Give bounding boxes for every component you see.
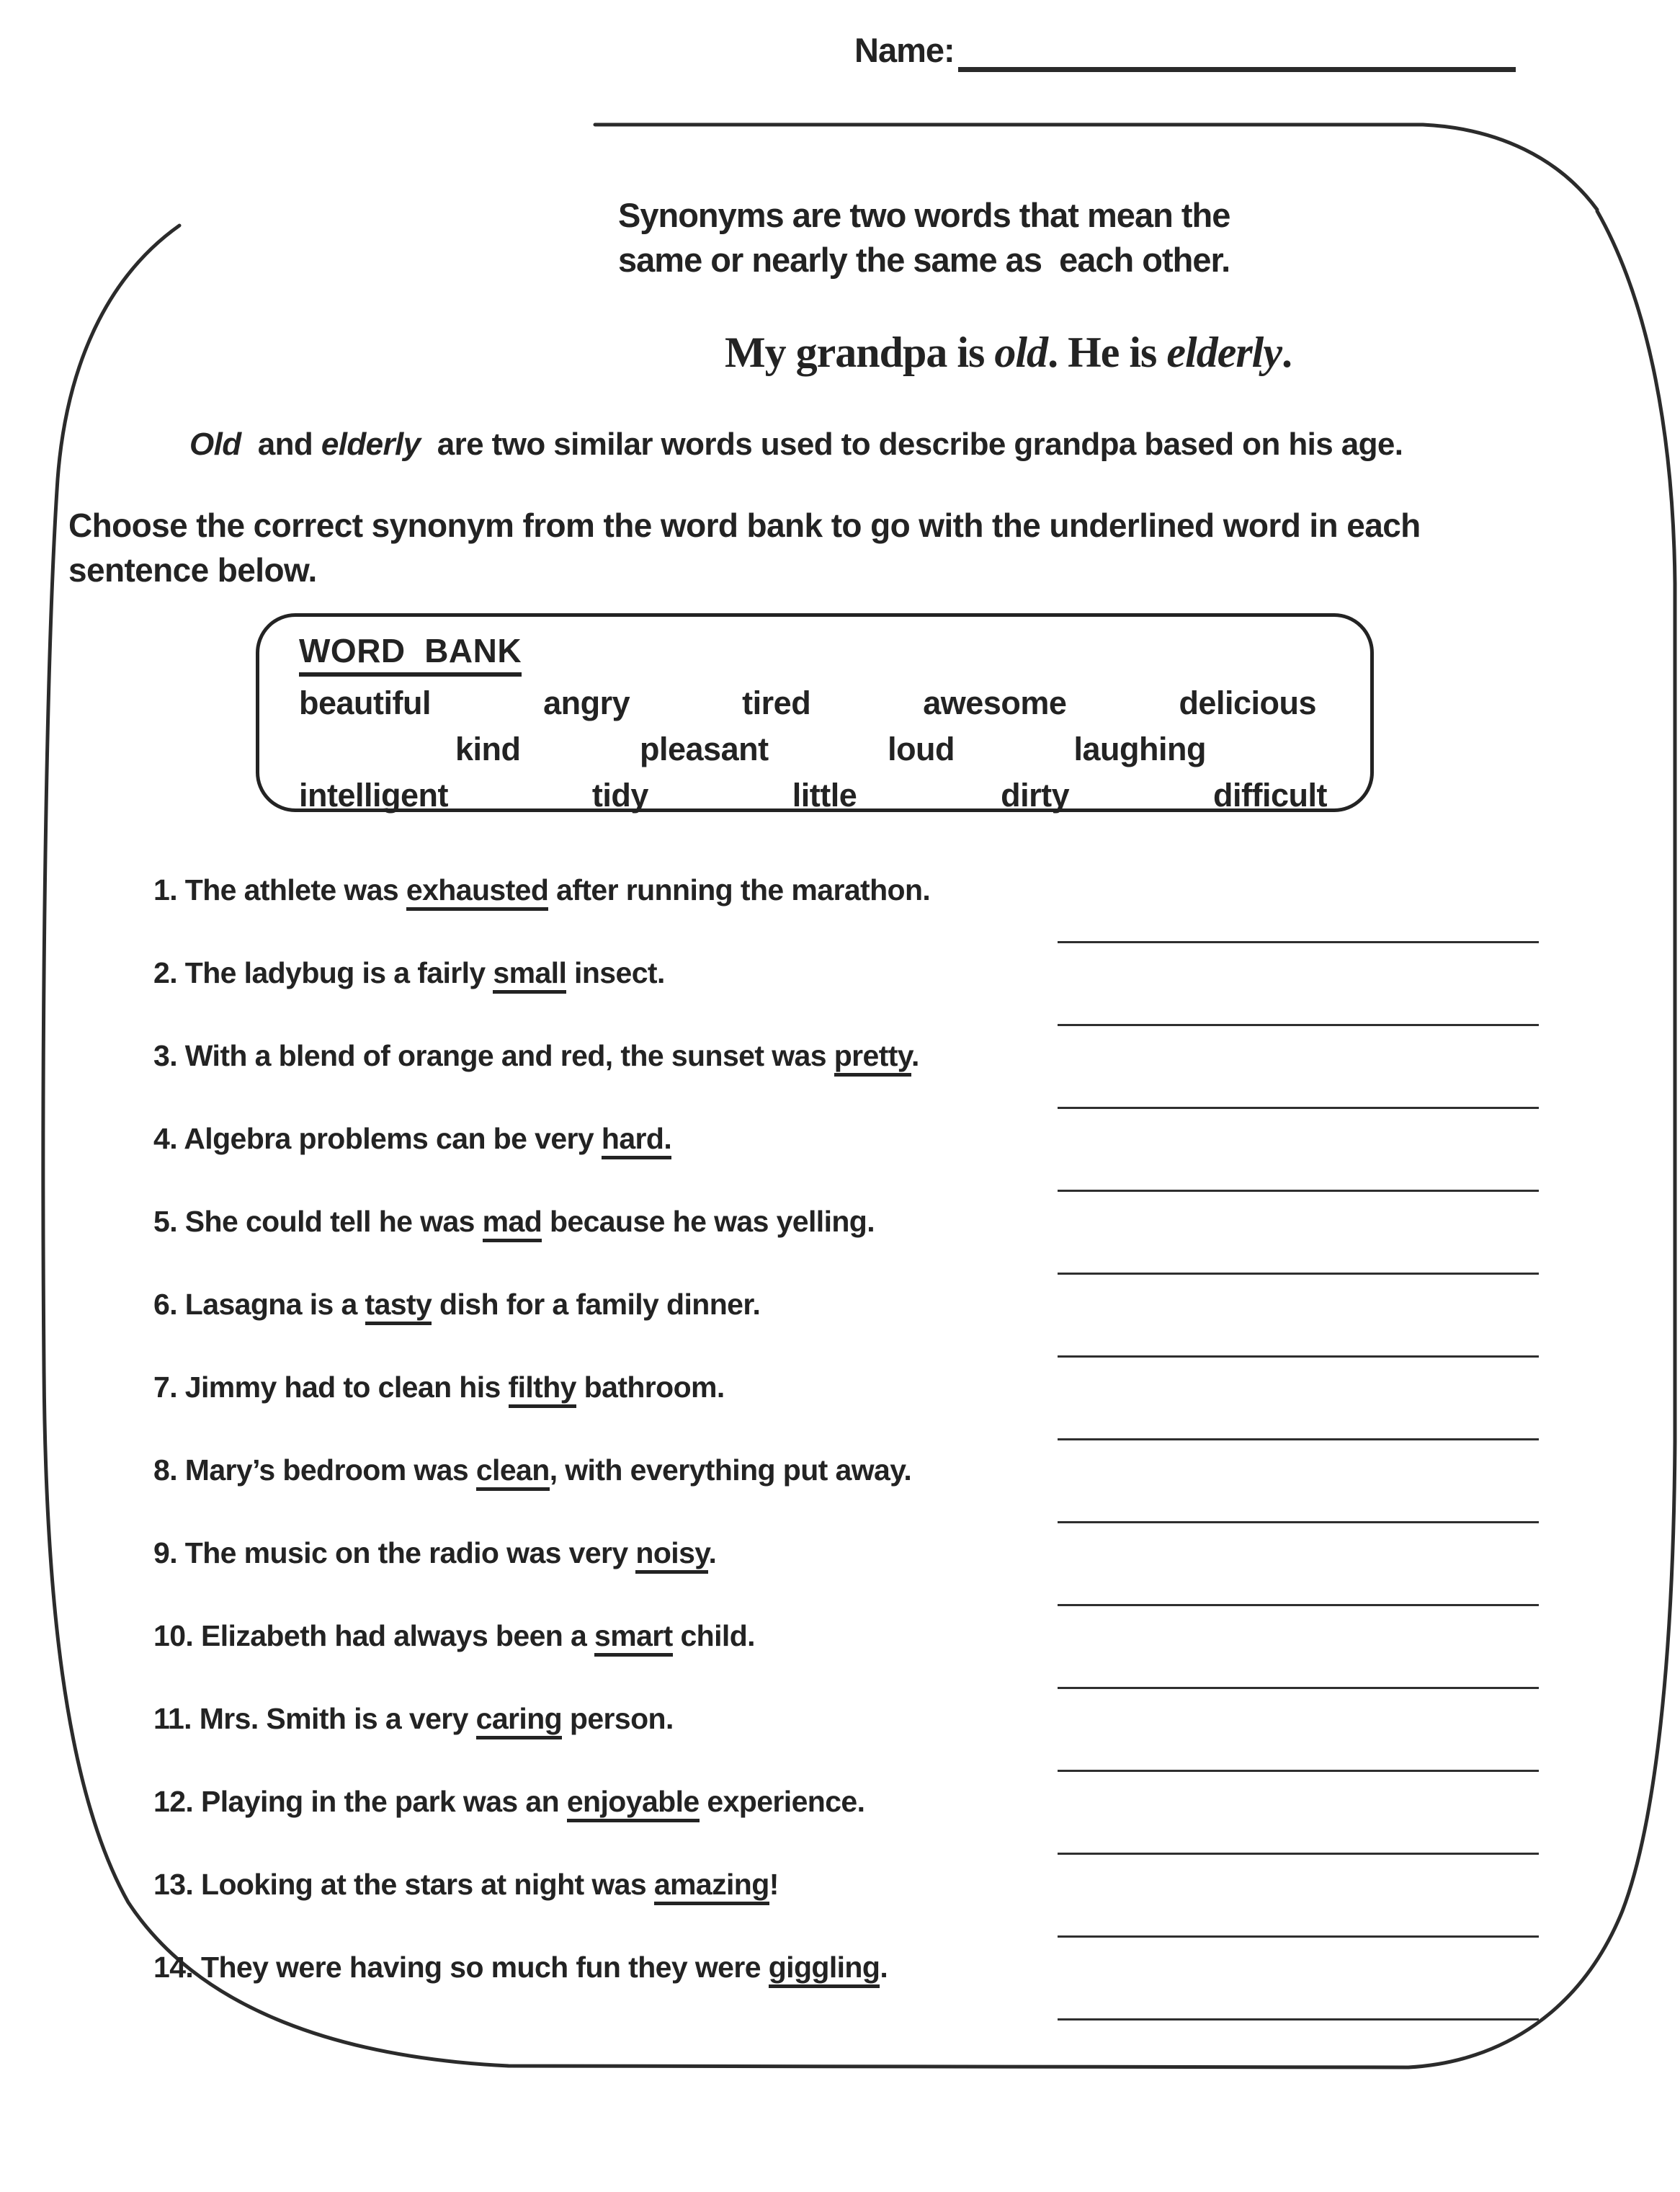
answer-blank-line[interactable]: [1058, 1521, 1539, 1523]
answer-blank-line[interactable]: [1058, 1770, 1539, 1772]
example-sentence: [725, 328, 1292, 378]
question-number: 14.: [153, 1951, 201, 1984]
question-number: 7.: [153, 1371, 185, 1404]
word-bank-title: WORD BANK: [299, 631, 522, 677]
question-text: The music on the radio was very: [184, 1536, 636, 1569]
question-sentence: [153, 873, 930, 907]
question-number: 4.: [153, 1122, 184, 1155]
answer-blank-line[interactable]: [1058, 1024, 1539, 1026]
question-number: 12.: [153, 1785, 201, 1818]
question-sentence: [153, 956, 665, 990]
question-sentence: [153, 1868, 779, 1902]
question-number: 2.: [153, 956, 185, 989]
explanation-text: [189, 427, 1403, 463]
question-text: insect.: [566, 956, 665, 989]
example-italic-word: old: [994, 329, 1048, 376]
question-text: .: [708, 1536, 717, 1569]
answer-blank-line[interactable]: [1058, 1273, 1539, 1275]
underlined-word: noisy: [635, 1536, 708, 1574]
underlined-word: mad: [483, 1205, 542, 1242]
question-sentence: [153, 1205, 875, 1239]
word-bank-row: [259, 777, 1370, 814]
word-bank-word: beautiful: [299, 685, 431, 721]
intro-line-2: same or nearly the same as each other.: [618, 241, 1230, 279]
word-bank-word: kind: [455, 731, 521, 767]
question-number: 11.: [153, 1702, 200, 1735]
question-text: child.: [672, 1619, 755, 1652]
underlined-word: giggling: [769, 1951, 880, 1988]
question-number: 6.: [153, 1288, 185, 1321]
instructions-line-1: Choose the correct synonym from the word bank to go with the underlined word in each: [68, 507, 1421, 544]
example-part: . He is: [1047, 329, 1167, 376]
explanation-italic-word: Old: [189, 427, 241, 462]
question-sentence: [153, 1288, 760, 1322]
underlined-word: hard.: [602, 1122, 671, 1159]
question-text: With a blend of orange and red, the sunset was: [184, 1039, 834, 1072]
answer-blank-line[interactable]: [1058, 1687, 1539, 1689]
question-text: Looking at the stars at night was: [201, 1868, 654, 1901]
underlined-word: pretty: [834, 1039, 911, 1077]
answer-blank-line[interactable]: [1058, 2018, 1539, 2021]
question-text: Elizabeth had always been a: [201, 1619, 595, 1652]
question-text: The ladybug is a fairly: [184, 956, 493, 989]
question-text: They were having so much fun they were: [201, 1951, 769, 1984]
question-sentence: [153, 1371, 725, 1404]
word-bank-word: laughing: [1073, 731, 1206, 767]
intro-text: [618, 193, 1230, 282]
question-text: person.: [562, 1702, 674, 1735]
word-bank-word: dirty: [1001, 777, 1070, 814]
answer-blank-line[interactable]: [1058, 1935, 1539, 1938]
question-text: Mrs. Smith is a very: [199, 1702, 476, 1735]
question-text: !: [769, 1868, 779, 1901]
question-text: .: [880, 1951, 888, 1984]
word-bank-word: tired: [742, 685, 811, 721]
question-text: bathroom.: [576, 1371, 725, 1404]
question-text: Mary’s bedroom was: [184, 1453, 476, 1487]
underlined-word: amazing: [654, 1868, 769, 1905]
underlined-word: exhausted: [406, 873, 548, 911]
question-sentence: [153, 1536, 716, 1570]
example-part: .: [1281, 329, 1292, 376]
question-number: 1.: [153, 873, 185, 906]
question-number: 9.: [153, 1536, 185, 1569]
word-bank-word: delicious: [1179, 685, 1316, 721]
question-text: after running the marathon.: [548, 873, 931, 906]
underlined-word: smart: [594, 1619, 673, 1657]
question-text: Algebra problems can be very: [184, 1122, 602, 1155]
question-text: experience.: [699, 1785, 865, 1818]
answer-blank-line[interactable]: [1058, 1107, 1539, 1109]
question-sentence: [153, 1619, 755, 1653]
example-part: My grandpa is: [725, 329, 995, 376]
underlined-word: enjoyable: [567, 1785, 700, 1822]
word-bank-row: [259, 731, 1370, 768]
answer-blank-line[interactable]: [1058, 941, 1539, 943]
question-text: Playing in the park was an: [201, 1785, 567, 1818]
word-bank-word: awesome: [923, 685, 1067, 721]
example-italic-word: elderly: [1166, 329, 1282, 376]
question-text: The athlete was: [184, 873, 406, 906]
question-text: She could tell he was: [184, 1205, 483, 1238]
word-bank-word: pleasant: [640, 731, 769, 767]
underlined-word: small: [493, 956, 566, 994]
question-number: 13.: [153, 1868, 201, 1901]
question-sentence: [153, 1785, 864, 1819]
question-text: because he was yelling.: [542, 1205, 875, 1238]
word-bank-word: tidy: [591, 777, 648, 814]
underlined-word: caring: [476, 1702, 562, 1739]
explanation-part: are two similar words used to describe grandpa based on his age.: [420, 427, 1403, 462]
name-blank-line[interactable]: [958, 67, 1516, 72]
question-sentence: [153, 1702, 674, 1736]
question-text: Lasagna is a: [184, 1288, 365, 1321]
question-sentence: [153, 1039, 919, 1073]
question-text: .: [911, 1039, 919, 1072]
instructions-text: [68, 503, 1421, 592]
question-number: 8.: [153, 1453, 185, 1487]
answer-blank-line[interactable]: [1058, 1355, 1539, 1358]
word-bank-word: little: [792, 777, 857, 814]
underlined-word: filthy: [509, 1371, 576, 1408]
instructions-line-2: sentence below.: [68, 551, 317, 589]
question-number: 10.: [153, 1619, 201, 1652]
answer-blank-line[interactable]: [1058, 1190, 1539, 1192]
underlined-word: clean: [476, 1453, 550, 1491]
underlined-word: tasty: [365, 1288, 432, 1325]
intro-line-1: Synonyms are two words that mean the: [618, 196, 1230, 234]
word-bank-row: [259, 685, 1370, 722]
explanation-italic-word: elderly: [321, 427, 421, 462]
question-sentence: [153, 1122, 671, 1156]
word-bank-word: loud: [888, 731, 955, 767]
question-text: , with everything put away.: [549, 1453, 912, 1487]
answer-blank-line[interactable]: [1058, 1853, 1539, 1855]
name-label: Name:: [854, 31, 955, 69]
word-bank-word: difficult: [1212, 777, 1327, 814]
question-number: 3.: [153, 1039, 185, 1072]
question-sentence: [153, 1951, 888, 1984]
question-number: 5.: [153, 1205, 185, 1238]
answer-blank-line[interactable]: [1058, 1604, 1539, 1606]
explanation-part: and: [241, 427, 321, 462]
word-bank: [256, 613, 1374, 812]
answer-blank-line[interactable]: [1058, 1438, 1539, 1440]
question-sentence: [153, 1453, 911, 1487]
word-bank-word: intelligent: [299, 777, 448, 814]
question-text: Jimmy had to clean his: [184, 1371, 509, 1404]
word-bank-word: angry: [543, 685, 630, 721]
question-text: dish for a family dinner.: [432, 1288, 761, 1321]
